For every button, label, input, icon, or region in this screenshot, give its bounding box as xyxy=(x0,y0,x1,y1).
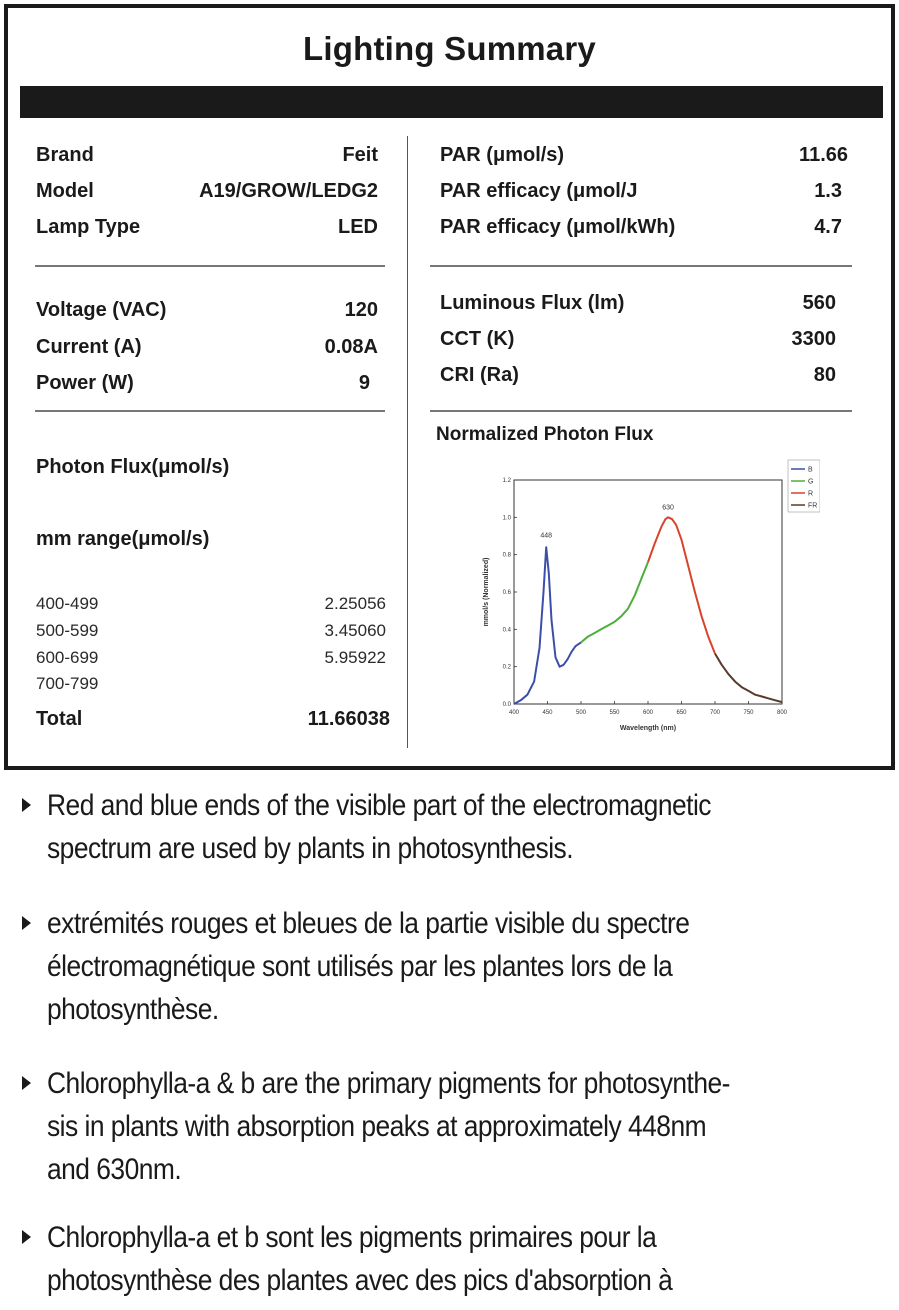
y-axis-label: mmol/s (Normalized) xyxy=(483,557,490,627)
par-label: PAR (μmol/s) xyxy=(440,144,565,166)
x-tick-label: 650 xyxy=(676,710,687,716)
bullet-arrow-icon xyxy=(22,1076,31,1090)
series-line-g xyxy=(581,562,648,642)
bullet-line: Chlorophylla-a & b are the primary pigments for photosynthe- xyxy=(47,1067,730,1100)
range-value: 5.95922 xyxy=(324,648,386,667)
model-label: Model xyxy=(36,180,94,202)
cct-value: 3300 xyxy=(791,328,836,350)
bullet-line: and 630nm. xyxy=(47,1153,182,1186)
bullet-line: photosynthèse. xyxy=(47,993,219,1026)
bullet-text xyxy=(47,1062,892,1191)
model-value: A19/GROW/LEDG2 xyxy=(199,180,378,202)
bullet-arrow-icon xyxy=(22,1230,31,1244)
photon-flux-heading: Photon Flux(μmol/s) xyxy=(36,456,230,478)
left-divider-1 xyxy=(35,265,385,267)
x-tick-label: 500 xyxy=(575,710,587,716)
luminous-flux-value: 560 xyxy=(802,292,836,314)
bullet-line: Red and blue ends of the visible part of the electromagnetic xyxy=(47,789,711,822)
bullet-line: spectrum are used by plants in photosynthesis. xyxy=(47,832,574,865)
series-line-r xyxy=(648,517,715,653)
current-label: Current (A) xyxy=(36,336,142,358)
y-tick-label: 1.0 xyxy=(502,515,511,522)
par-efficacy-kwh-label: PAR efficacy (μmol/kWh) xyxy=(440,216,676,238)
bullet-text xyxy=(47,784,892,870)
bullet-line: photosynthèse des plantes avec des pics d'absorption à xyxy=(47,1264,673,1297)
right-divider-2 xyxy=(430,410,852,412)
column-divider xyxy=(407,136,408,748)
bullet-arrow-icon xyxy=(22,798,31,812)
legend-label: FR xyxy=(808,502,818,510)
cri-value: 80 xyxy=(813,364,836,386)
legend-label: G xyxy=(808,478,814,486)
x-tick-label: 550 xyxy=(609,710,620,716)
x-tick-label: 800 xyxy=(776,710,788,716)
current-value: 0.08A xyxy=(324,336,378,358)
plot-frame xyxy=(514,480,782,704)
summary-title: Lighting Summary xyxy=(303,30,596,67)
y-tick-label: 1.2 xyxy=(502,478,511,484)
right-divider-1 xyxy=(430,265,852,267)
bullet-line: électromagnétique sont utilisés par les plantes lors de la xyxy=(47,950,673,983)
cct-label: CCT (K) xyxy=(440,328,515,350)
chart-heading: Normalized Photon Flux xyxy=(436,424,654,445)
par-efficacy-j-value: 1.3 xyxy=(814,180,842,202)
peak-annotation: 630 xyxy=(662,504,674,512)
range-label: 700-799 xyxy=(36,674,99,693)
voltage-value: 120 xyxy=(344,299,378,321)
y-tick-label: 0.0 xyxy=(502,702,511,708)
par-efficacy-kwh-value: 4.7 xyxy=(814,216,842,238)
range-label: 500-599 xyxy=(36,621,99,640)
bullet-line: Chlorophylla-a et b sont les pigments primaires pour la xyxy=(47,1221,657,1254)
legend-label: R xyxy=(808,490,814,498)
peak-annotation: 448 xyxy=(540,532,553,540)
bullet-text xyxy=(47,902,892,1031)
range-label: 400-499 xyxy=(36,594,99,613)
par-efficacy-j-label: PAR efficacy (μmol/J xyxy=(440,180,638,202)
x-tick-label: 400 xyxy=(508,710,520,716)
power-value: 9 xyxy=(358,372,370,394)
legend-label: B xyxy=(808,466,813,474)
y-tick-label: 0.2 xyxy=(502,664,511,671)
brand-value: Feit xyxy=(342,144,378,166)
voltage-label: Voltage (VAC) xyxy=(36,299,167,321)
x-tick-label: 450 xyxy=(542,710,553,716)
bullet-line: sis in plants with absorption peaks at approximately 448nm xyxy=(47,1110,707,1143)
y-tick-label: 0.6 xyxy=(502,590,511,596)
cri-label: CRI (Ra) xyxy=(440,364,519,386)
lamp-type-label: Lamp Type xyxy=(36,216,141,238)
left-divider-2 xyxy=(35,410,385,412)
x-tick-label: 600 xyxy=(642,710,654,716)
total-value: 11.66038 xyxy=(307,708,390,730)
bullet-arrow-icon xyxy=(22,916,31,930)
lamp-type-value: LED xyxy=(338,216,378,238)
brand-label: Brand xyxy=(36,144,94,166)
bullet-line: extrémités rouges et bleues de la partie visible du spectre xyxy=(47,907,690,940)
range-value: 2.25056 xyxy=(324,594,386,613)
photon-flux-chart xyxy=(470,454,820,744)
series-line-b xyxy=(514,547,581,704)
power-label: Power (W) xyxy=(36,372,134,394)
y-tick-label: 0.8 xyxy=(502,552,511,559)
total-label: Total xyxy=(36,708,83,730)
range-value: 3.45060 xyxy=(324,621,386,640)
x-tick-label: 700 xyxy=(709,710,721,716)
range-heading: mm range(μmol/s) xyxy=(36,528,210,550)
series-line-fr xyxy=(715,654,782,703)
x-axis-label: Wavelength (nm) xyxy=(619,725,677,732)
bullet-text xyxy=(47,1216,892,1302)
range-label: 600-699 xyxy=(36,648,99,667)
title-bar xyxy=(20,86,883,118)
luminous-flux-label: Luminous Flux (lm) xyxy=(440,292,625,314)
lighting-summary-panel xyxy=(4,4,895,770)
y-tick-label: 0.4 xyxy=(502,627,511,634)
x-tick-label: 750 xyxy=(743,710,754,716)
par-value: 11.66 xyxy=(799,144,848,166)
